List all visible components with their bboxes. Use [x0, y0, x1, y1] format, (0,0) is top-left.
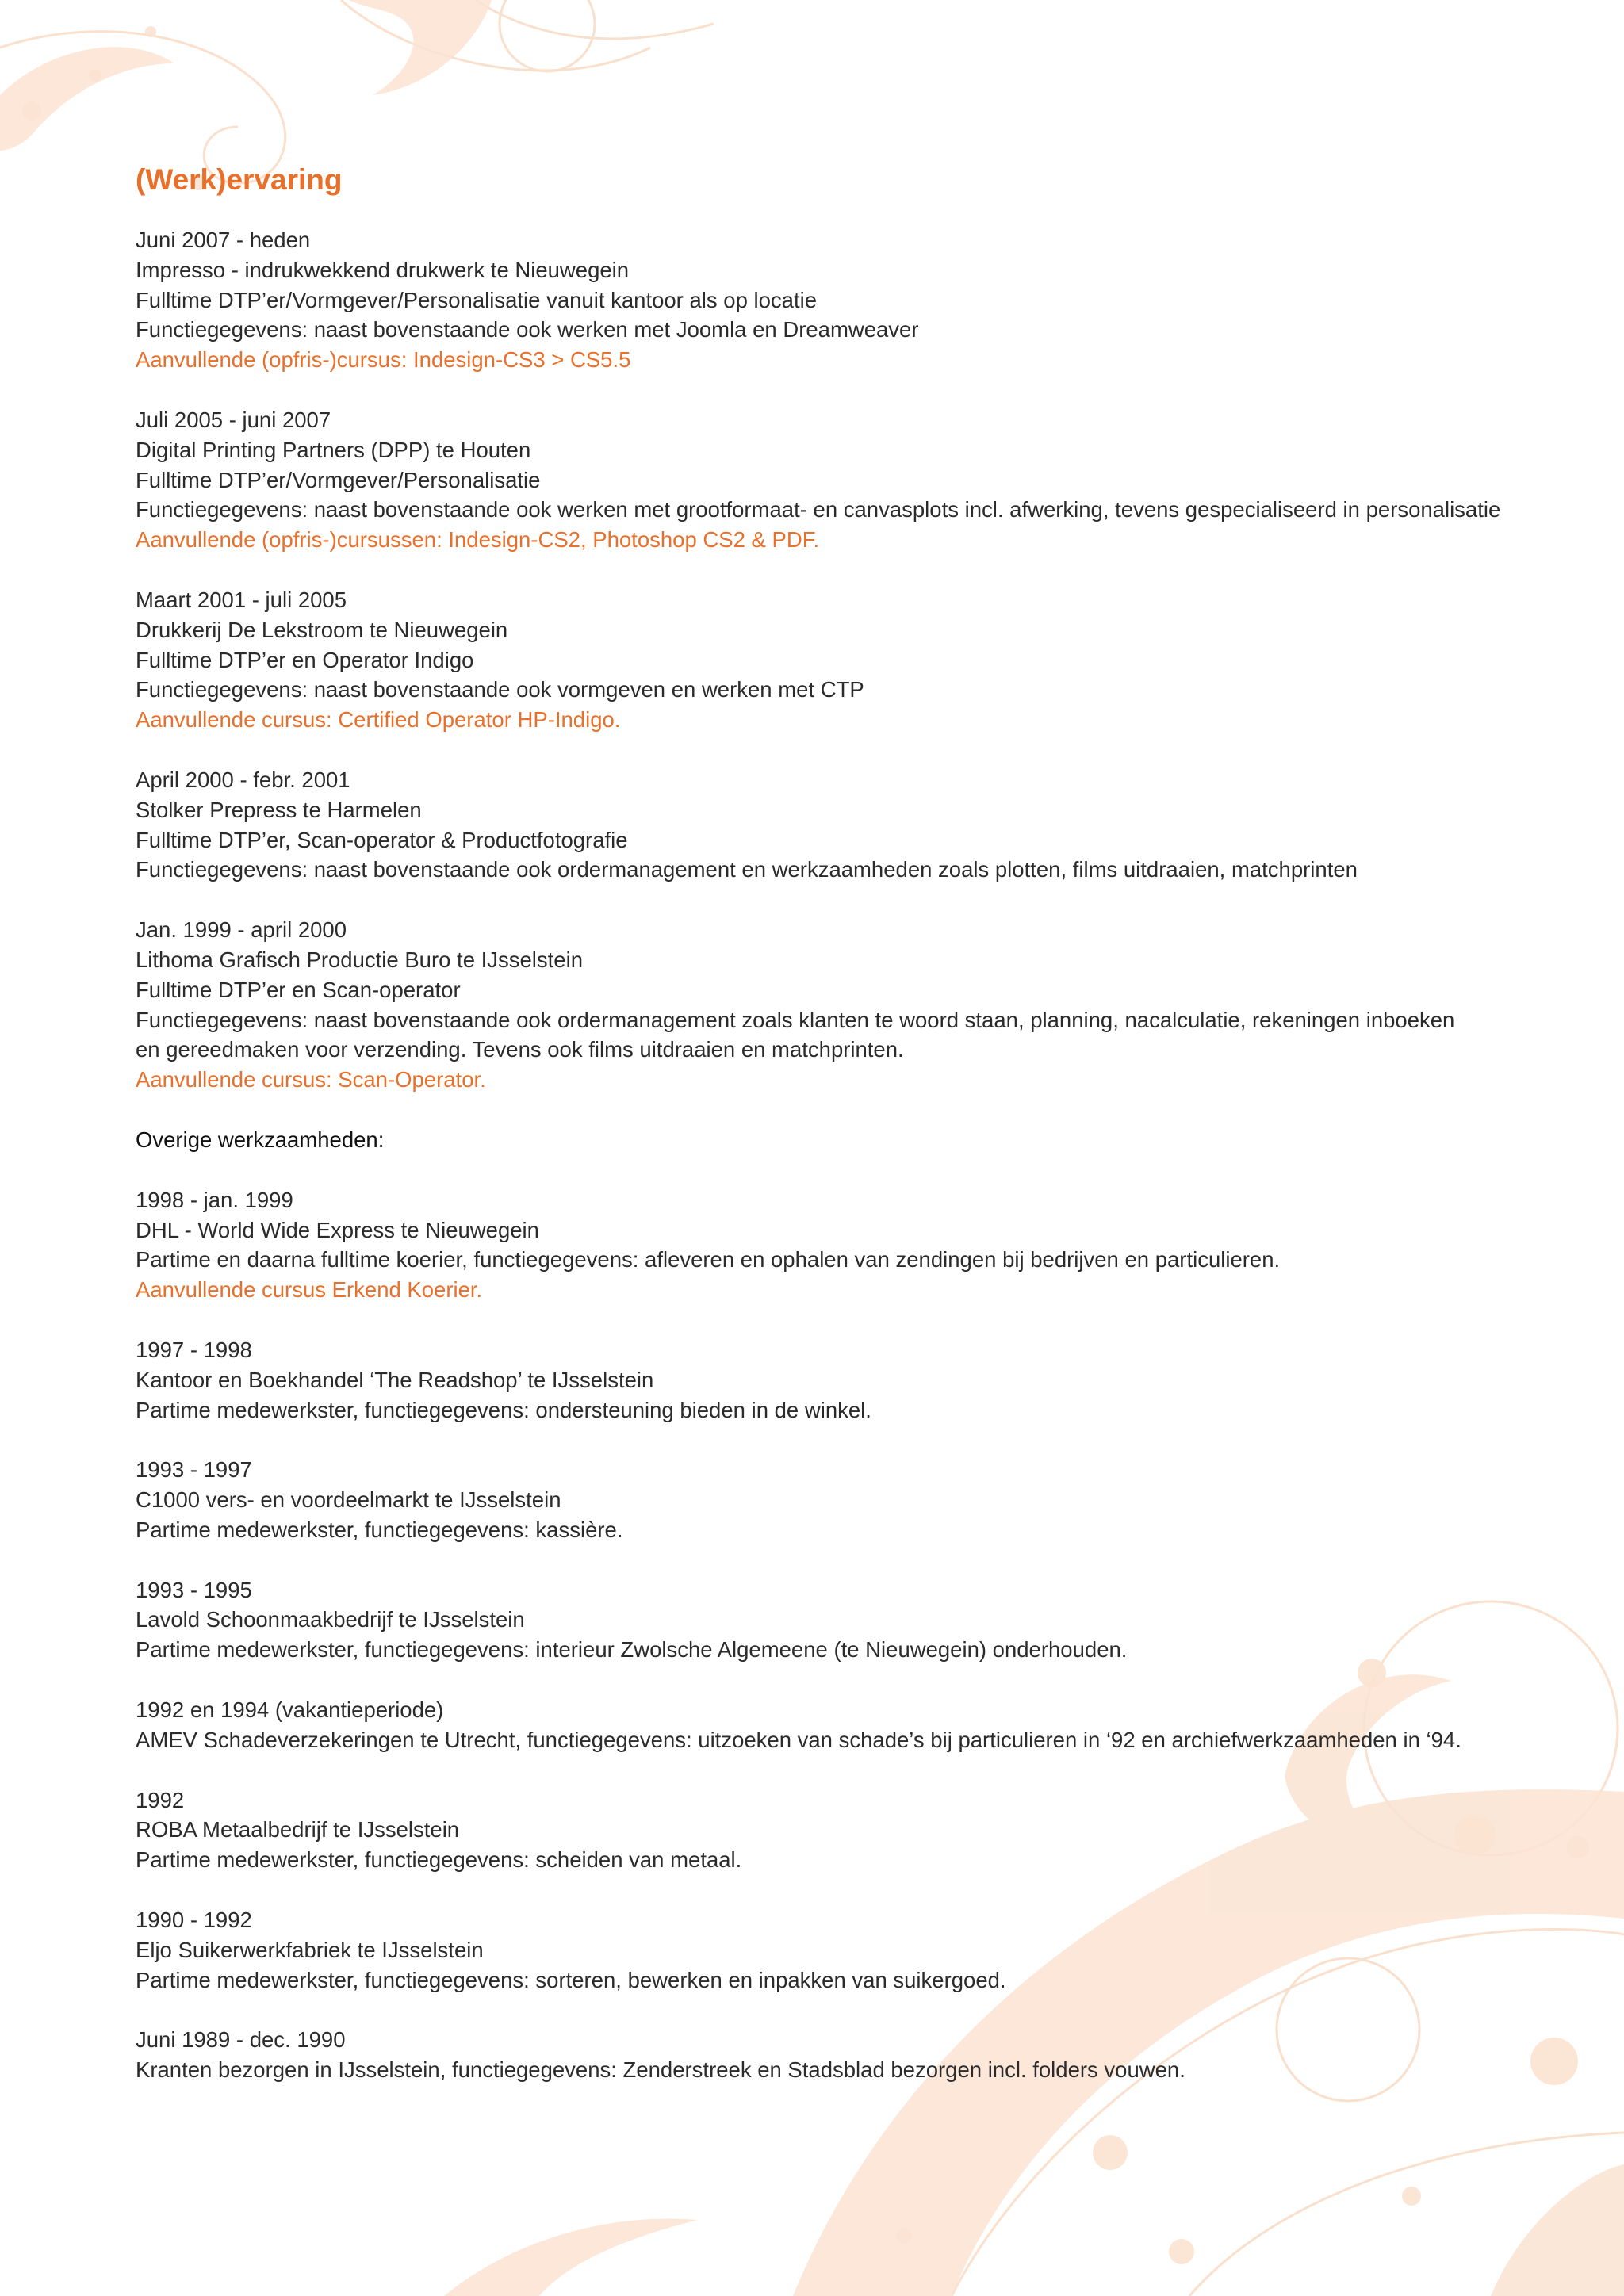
entry-company: ROBA Metaalbedrijf te IJsselstein: [136, 1817, 460, 1843]
entry-duties: Partime medewerkster, functiegegevens: kassière.: [136, 1517, 623, 1542]
entry-company: DHL - World Wide Express te Nieuwegein: [136, 1217, 539, 1242]
entry-period: Juli 2005 - juni 2007: [136, 407, 331, 432]
entry-company: Eljo Suikerwerkfabriek te IJsselstein: [136, 1937, 484, 1962]
entry-duties: Partime medewerkster, functiegegevens: sorteren, bewerken en inpakken van suikergoed.: [136, 1967, 1006, 1992]
entry-company: Lithoma Grafisch Productie Buro te IJsselstein: [136, 947, 584, 972]
experience-entry: [136, 915, 1484, 1095]
entry-company: Kranten bezorgen in IJsselstein, functiegegevens: Zenderstreek en Stadsblad bezorgen incl. folders vouwen.: [136, 2057, 1185, 2083]
entry-duties: Partime medewerkster, functiegegevens: ondersteuning bieden in de winkel.: [136, 1397, 871, 1422]
entry-period: Juni 2007 - heden: [136, 228, 311, 252]
entry-period: 1990 - 1992: [136, 1908, 252, 1933]
entry-period: Juni 1989 - dec. 1990: [136, 2027, 346, 2053]
entry-role: Fulltime DTP’er/Vormgever/Personalisatie: [136, 467, 541, 492]
entry-duties: Functiegegevens: naast bovenstaande ook vormgeven en werken met CTP: [136, 677, 864, 702]
entry-company: Kantoor en Boekhandel ‘The Readshop’ te IJsselstein: [136, 1367, 654, 1392]
entry-course: Aanvullende (opfris-)cursussen: Indesign-CS2, Photoshop CS2 & PDF.: [136, 527, 820, 553]
experience-entry: [136, 225, 1484, 375]
entry-period: April 2000 - febr. 2001: [136, 767, 350, 792]
entry-period: 1993 - 1995: [136, 1577, 252, 1602]
entry-role: Fulltime DTP’er/Vormgever/Personalisatie vanuit kantoor als op locatie: [136, 287, 817, 312]
entry-company: Lavold Schoonmaakbedrijf te IJsselstein: [136, 1607, 525, 1632]
entry-company: Impresso - indrukwekkend drukwerk te Nieuwegein: [136, 257, 630, 282]
entry-role: Fulltime DTP’er en Scan-operator: [136, 977, 461, 1002]
other-entry: [136, 1575, 1484, 1665]
experience-entry: [136, 585, 1484, 735]
entry-role: Fulltime DTP’er, Scan-operator & Productfotografie: [136, 827, 628, 852]
entry-duties: Partime en daarna fulltime koerier, functiegegevens: afleveren en ophalen van zendingen bij bedrijven en particulieren.: [136, 1247, 1281, 1272]
entry-course: Aanvullende cursus: Certified Operator HP-Indigo.: [136, 707, 621, 733]
entry-duties: Functiegegevens: naast bovenstaande ook werken met Joomla en Dreamweaver: [136, 317, 919, 342]
other-entry: [136, 1905, 1484, 1995]
entry-company: C1000 vers- en voordeelmarkt te IJsselstein: [136, 1487, 561, 1513]
entry-course: Aanvullende (opfris-)cursus: Indesign-CS3 > CS5.5: [136, 347, 631, 373]
entry-company: AMEV Schadeverzekeringen te Utrecht, functiegegevens: uitzoeken van schade’s bij particulieren in ‘92 en archiefwerkzaamheden in ‘94.: [136, 1727, 1461, 1752]
other-entry: [136, 1695, 1484, 1755]
entry-duties: Functiegegevens: naast bovenstaande ook ordermanagement zoals klanten te woord staan, planning, nacalculatie, rekeningen inboeken en gereedmaken voor verzending. Tevens ook films uitdraaien en matchprinten.: [136, 1007, 1455, 1062]
section-heading: (Werk)ervaring: [136, 163, 343, 196]
entry-company: Drukkerij De Lekstroom te Nieuwegein: [136, 617, 508, 642]
other-entry: [136, 1785, 1484, 1875]
entry-duties: Functiegegevens: naast bovenstaande ook werken met grootformaat- en canvasplots incl. afwerking, tevens gespecialiseerd in personalisatie: [136, 497, 1501, 522]
other-entry: [136, 1455, 1484, 1544]
entry-course: Aanvullende cursus: Scan-Operator.: [136, 1067, 486, 1093]
entry-period: 1998 - jan. 1999: [136, 1187, 293, 1212]
entry-period: 1992: [136, 1787, 185, 1812]
other-entry: [136, 1185, 1484, 1305]
other-entry: [136, 2025, 1484, 2085]
entry-role: Fulltime DTP’er en Operator Indigo: [136, 647, 474, 672]
cv-experience-page: [136, 159, 1501, 2115]
entry-duties: Functiegegevens: naast bovenstaande ook ordermanagement en werkzaamheden zoals plotten, films uitdraaien, matchprinten: [136, 857, 1358, 882]
entry-duties: Partime medewerkster, functiegegevens: scheiden van metaal.: [136, 1847, 742, 1873]
entry-period: Jan. 1999 - april 2000: [136, 917, 347, 943]
entry-duties: Partime medewerkster, functiegegevens: interieur Zwolsche Algemeene (te Nieuwegein) onderhouden.: [136, 1637, 1128, 1663]
experience-entry: [136, 405, 1501, 555]
other-work-heading: Overige werkzaamheden:: [136, 1127, 385, 1152]
entry-course: Aanvullende cursus Erkend Koerier.: [136, 1277, 483, 1303]
entry-period: 1997 - 1998: [136, 1337, 252, 1362]
entry-period: 1993 - 1997: [136, 1457, 252, 1483]
entry-period: Maart 2001 - juli 2005: [136, 587, 347, 612]
entry-company: Digital Printing Partners (DPP) te Houten: [136, 437, 531, 462]
experience-entry: [136, 765, 1484, 885]
entry-period: 1992 en 1994 (vakantieperiode): [136, 1697, 444, 1723]
other-entry: [136, 1335, 1484, 1425]
entry-company: Stolker Prepress te Harmelen: [136, 797, 422, 822]
